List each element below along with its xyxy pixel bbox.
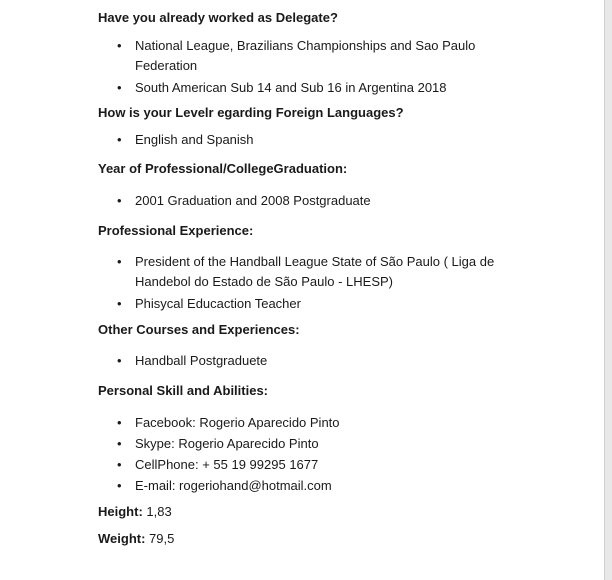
- list-item: • President of the Handball League State of São Paulo ( Liga de Handebol do Estado de São Paulo - LHESP): [98, 252, 515, 292]
- list-item: • 2001 Graduation and 2008 Postgraduate: [98, 191, 588, 211]
- graduation-list: [98, 191, 588, 211]
- skills-list: [98, 413, 588, 496]
- list-item: • E-mail: rogeriohand@hotmail.com: [98, 476, 588, 496]
- skills-heading: Personal Skill and Abilities:: [98, 383, 269, 398]
- page-edge: [604, 0, 612, 580]
- height-value: 1,83: [146, 504, 172, 519]
- list-item: • South American Sub 14 and Sub 16 in Argentina 2018: [98, 78, 588, 98]
- languages-heading: How is your Levelr egarding Foreign Languages?: [98, 105, 404, 120]
- list-item: • English and Spanish: [98, 130, 588, 150]
- list-item: • CellPhone: + 55 19 99295 1677: [98, 455, 588, 475]
- experience-heading: Professional Experience:: [98, 223, 254, 238]
- graduation-heading: Year of Professional/CollegeGraduation:: [98, 161, 348, 176]
- delegate-heading: Have you already worked as Delegate?: [98, 10, 338, 25]
- weight-value: 79,5: [149, 531, 175, 546]
- weight-line: [98, 529, 588, 549]
- list-item: • Phisycal Educaction Teacher: [98, 294, 588, 314]
- height-label: Height:: [98, 504, 143, 519]
- weight-label: Weight:: [98, 531, 146, 546]
- experience-list: [98, 252, 588, 314]
- list-item: • Facebook: Rogerio Aparecido Pinto: [98, 413, 588, 433]
- courses-list: [98, 351, 588, 371]
- height-line: [98, 502, 588, 522]
- courses-heading: Other Courses and Experiences:: [98, 322, 300, 337]
- document-content: [98, 8, 588, 549]
- languages-list: [98, 130, 588, 150]
- list-item: • Handball Postgraduete: [98, 351, 588, 371]
- list-item: • Skype: Rogerio Aparecido Pinto: [98, 434, 588, 454]
- delegate-list: [98, 36, 588, 98]
- list-item: • National League, Brazilians Championships and Sao Paulo Federation: [98, 36, 495, 76]
